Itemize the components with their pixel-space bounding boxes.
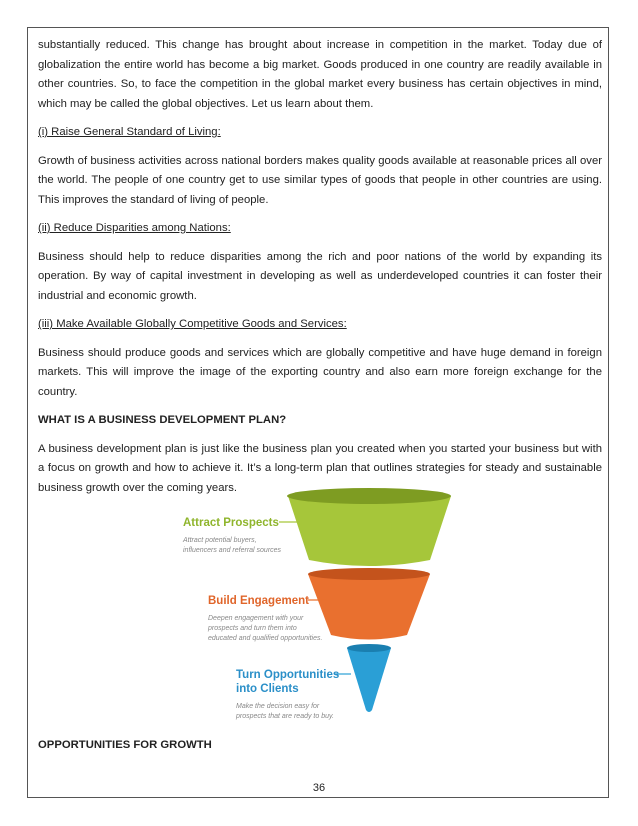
stage-2-desc-line-1: Deepen engagement with your [208, 615, 304, 622]
stage-1-desc-line-1: Attract potential buyers, [183, 537, 257, 544]
paragraph-competitive-goods: Business should produce goods and services which are globally competitive and have huge demand in foreign markets. This will improve the image of the exporting country and also earn more foreign exchange for the country. [38, 346, 602, 398]
stage-3-title-line-1: Turn Opportunities [236, 669, 340, 681]
funnel-stage-1-top [287, 488, 451, 504]
heading-raise-standard: (i) Raise General Standard of Living: [38, 126, 221, 138]
stage-1-desc-line-2: influencers and referral sources [183, 547, 282, 554]
page-number: 36 [312, 782, 326, 794]
stage-2-desc-line-2: prospects and turn them into [208, 625, 297, 632]
stage-2-desc-line-3: educated and qualified opportunities. [208, 635, 323, 642]
stage-1-title: Attract Prospects [183, 517, 279, 529]
heading-competitive-goods: (iii) Make Available Globally Competitive Goods and Services: [38, 318, 347, 330]
paragraph-business-development-plan: A business development plan is just like the business plan you created when you started your business but with a focus on growth and how to achieve it. It’s a long-term plan that outlines strategies for steady and sustainable business growth over the coming years. [38, 442, 602, 494]
paragraph-reduce-disparities: Business should help to reduce disparities among the rich and poor nations of the world by expanding its operation. By way of capital investment in developing as well as underdeveloped countries it can foster their industrial and economic growth. [38, 250, 602, 302]
funnel-stage-2-top [308, 568, 430, 580]
stage-3-title-line-2: into Clients [236, 683, 299, 695]
stage-3-desc-line-2: prospects that are ready to buy. [236, 713, 334, 720]
funnel-diagram [175, 482, 475, 722]
heading-reduce-disparities: (ii) Reduce Disparities among Nations: [38, 222, 231, 234]
funnel-stage-3-shape [347, 645, 391, 712]
funnel-stage-3-top [347, 644, 391, 652]
stage-2-title: Build Engagement [208, 595, 309, 607]
heading-business-development-plan: WHAT IS A BUSINESS DEVELOPMENT PLAN? [38, 414, 287, 426]
heading-opportunities-for-growth: OPPORTUNITIES FOR GROWTH [38, 739, 212, 751]
page-content [38, 36, 602, 498]
paragraph-raise-standard: Growth of business activities across national borders makes quality goods available at reasonable prices all over the world. The people of one country get to use similar types of goods that people in other countries are using. This improves the standard of living of people. [38, 154, 602, 206]
stage-3-desc-line-1: Make the decision easy for [236, 703, 320, 710]
intro-paragraph: substantially reduced. This change has brought about increase in competition in the market. Today due of globalization the entire world has become a big market. Goods produced in one country are readily available in other countries. So, to face the competition in the global market every business has certain objectives in mind, which may be called the global objectives. Let us learn about them. [38, 39, 602, 110]
